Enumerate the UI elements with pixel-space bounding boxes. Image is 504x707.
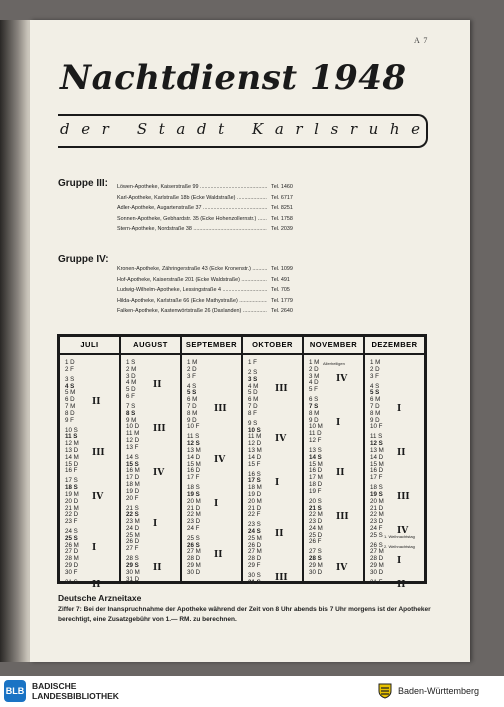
- day-list: [309, 360, 323, 577]
- calendar-day: 18 S: [187, 484, 200, 492]
- calendar-day: 1 S: [126, 359, 136, 366]
- calendar-day: 9 D: [370, 416, 380, 424]
- calendar-day: 19 S: [370, 490, 383, 498]
- calendar-day: 23 F: [65, 518, 78, 526]
- calendar-day: 26 D: [126, 538, 140, 546]
- duty-group-label: I: [397, 556, 402, 567]
- blb-name: [32, 681, 119, 701]
- bw-name: Baden-Württemberg: [398, 686, 480, 696]
- duty-group-label: II: [275, 529, 284, 540]
- calendar-day: 5 S: [187, 389, 197, 397]
- pharmacy-name: Hilda-Apotheke, Karlstraße 66 (Ecke Mathystraße) .....: [117, 296, 267, 307]
- calendar-day: 23 D: [309, 518, 323, 526]
- calendar-day: 31 S: [65, 578, 78, 586]
- calendar-day: 4 D: [309, 379, 319, 387]
- calendar-day: 16 S: [248, 470, 261, 478]
- day-list: [370, 360, 384, 587]
- calendar-day: 18 M: [126, 480, 140, 488]
- calendar-day: 21 M: [65, 504, 79, 512]
- duty-group-label: III: [214, 404, 227, 414]
- calendar-day: 12 S: [370, 440, 383, 448]
- pharmacy-name: Löwen-Apotheke, Kaiserstraße 99 .....: [117, 182, 267, 193]
- calendar-day: 9 F: [65, 416, 74, 424]
- calendar-day: 13 S: [309, 446, 322, 454]
- calendar-day: 28 D: [248, 555, 262, 563]
- pharmacy-row: [117, 285, 293, 296]
- calendar-day: 20 F: [126, 494, 139, 502]
- duty-group-label: II: [397, 580, 406, 590]
- calendar-day: 29 M: [370, 562, 384, 570]
- calendar-day: 2 F: [65, 365, 74, 373]
- calendar-day: 31 D: [126, 575, 140, 583]
- calendar-day: 10 F: [187, 423, 200, 431]
- calendar-day: 8 M: [309, 409, 320, 417]
- calendar-day: 25 M: [126, 531, 140, 539]
- calendar-day: 6 D: [65, 396, 75, 404]
- duty-group-label: IV: [397, 526, 409, 536]
- calendar-day: 27 F: [126, 545, 139, 553]
- duty-group-label: I: [275, 478, 280, 489]
- calendar-day: 13 D: [65, 446, 79, 454]
- duty-group-label: III: [92, 448, 105, 458]
- calendar-day: 20 S: [309, 497, 322, 505]
- calendar-day: 20 M: [370, 497, 384, 505]
- holiday-note: 2. Weihnachtstag: [384, 543, 415, 549]
- calendar-day: 19 D: [248, 490, 262, 498]
- month-header: OKTOBER: [243, 337, 302, 355]
- calendar-day: 28 S: [309, 555, 322, 563]
- duty-group-label: I: [336, 417, 341, 428]
- calendar-day: 2 D: [309, 365, 319, 373]
- calendar-day: 20 D: [65, 497, 79, 505]
- duty-group-label: I: [397, 404, 402, 414]
- calendar-day: 7 S: [126, 402, 136, 410]
- holiday-note: Allerheiligen: [323, 361, 345, 366]
- calendar-day: 23 D: [187, 518, 201, 526]
- calendar-day: 22 M: [370, 511, 384, 519]
- calendar-day: 11 M: [126, 430, 140, 438]
- duty-group-label: III: [275, 383, 288, 394]
- duty-group-label: II: [153, 563, 162, 574]
- group-heading: Gruppe III:: [58, 178, 108, 189]
- calendar-day: 17 S: [65, 477, 78, 485]
- calendar-day: 30 D: [370, 568, 384, 576]
- calendar-day: 21 S: [126, 504, 139, 512]
- calendar-day: 27 M: [370, 548, 384, 556]
- month-header: NOVEMBER: [304, 337, 363, 355]
- calendar-day: 18 S: [65, 484, 78, 492]
- pharmacy-row: [117, 306, 293, 317]
- duty-group-label: III: [336, 512, 349, 523]
- calendar-day: 18 M: [248, 484, 262, 492]
- calendar-day: 6 M: [370, 396, 381, 404]
- pharmacy-list: [117, 182, 293, 235]
- month-column: [304, 337, 365, 581]
- duty-group-label: II: [92, 580, 101, 590]
- calendar-day: 22 F: [248, 511, 261, 519]
- pharmacy-row: [117, 296, 293, 307]
- calendar-day: 25 M: [248, 534, 262, 542]
- duty-group-label: II: [153, 380, 162, 391]
- group-heading: Gruppe IV:: [58, 254, 109, 265]
- duty-group-label: II: [397, 448, 406, 458]
- footer-text: Ziffer 7: Bei der Inanspruchnahme der Apotheke während der Zeit von 8 Uhr abends bis 7 Uhr morgens ist der Apotheker berechtigt, eine Zusatzgebühr von 1.— RM. zu berechnen.: [58, 606, 431, 623]
- pharmacy-list: [117, 264, 293, 317]
- calendar-day: 15 D: [65, 460, 79, 468]
- calendar-day: 17 D: [126, 474, 140, 482]
- calendar-day: 22 D: [65, 511, 79, 519]
- calendar-day: 15 M: [187, 460, 201, 468]
- calendar-day: 29 M: [309, 562, 323, 570]
- day-list: [187, 360, 201, 577]
- calendar-day: 19 M: [65, 490, 79, 498]
- calendar-day: 24 S: [65, 528, 78, 536]
- pharmacy-name: Hof-Apotheke, Kaiserstraße 201 (Ecke Waldstraße) .....: [117, 275, 267, 286]
- calendar-day: 21 D: [370, 504, 384, 512]
- duty-group-label: III: [275, 573, 288, 584]
- calendar-day: 24 F: [187, 524, 200, 532]
- page-subtitle: der Stadt Karlsruhe: [60, 120, 432, 138]
- bw-crest-icon: [378, 683, 392, 699]
- calendar-day: 29 M: [187, 562, 201, 570]
- pharmacy-row: [117, 193, 293, 204]
- calendar-day: 29 F: [248, 562, 261, 570]
- calendar-day: 23 S: [248, 521, 261, 529]
- calendar-day: 9 S: [248, 419, 258, 427]
- calendar-day: 16 D: [309, 467, 323, 475]
- month-column: [365, 337, 424, 590]
- calendar-day: 12 M: [65, 440, 79, 448]
- calendar-day: 16 F: [65, 467, 78, 475]
- calendar-day: 29 D: [65, 562, 79, 570]
- duty-group-label: IV: [336, 563, 348, 574]
- calendar-day: 10 M: [309, 423, 323, 431]
- month-column: [182, 337, 243, 581]
- pharmacy-name: Kronen-Apotheke, Zähringerstraße 43 (Ecke Kronenstr.) .....: [117, 264, 267, 275]
- calendar-day: 4 M: [126, 379, 137, 387]
- calendar-day: 25 S: [370, 531, 383, 539]
- calendar-day: 8 F: [248, 409, 257, 417]
- calendar-day: 6 S: [309, 396, 319, 404]
- calendar-day: 27 M: [187, 548, 201, 556]
- month-column: [60, 337, 121, 590]
- calendar-day: 5 S: [370, 389, 380, 397]
- calendar-day: 2 S: [248, 368, 258, 376]
- calendar-day: 6 M: [187, 396, 198, 404]
- pharmacy-tel: Tel. 705: [271, 287, 290, 294]
- calendar-day: 5 D: [248, 389, 258, 397]
- calendar-day: 14 S: [309, 453, 322, 461]
- calendar-day: 26 F: [309, 538, 322, 546]
- calendar-day: 7 D: [370, 402, 380, 410]
- blb-line2: LANDESBIBLIOTHEK: [32, 691, 119, 701]
- calendar-day: 15 S: [126, 460, 139, 468]
- calendar-day: 28 D: [370, 555, 384, 563]
- calendar-day: 12 D: [248, 440, 262, 448]
- pharmacy-name: Falken-Apotheke, Kastenwörtstraße 26 (Daxlanden) .....: [117, 306, 267, 317]
- calendar-day: 28 S: [126, 555, 139, 563]
- calendar-day: 12 S: [187, 440, 200, 448]
- calendar-day: 26 S: [187, 541, 200, 549]
- calendar-day: 5 F: [309, 386, 318, 394]
- calendar-day: 12 F: [309, 436, 322, 444]
- calendar-day: 30 D: [309, 568, 323, 576]
- pharmacy-row: [117, 275, 293, 286]
- calendar-day: 21 D: [248, 504, 262, 512]
- calendar-day: 2 D: [187, 365, 197, 373]
- pharmacy-row: [117, 203, 293, 214]
- calendar-day: 19 S: [187, 490, 200, 498]
- calendar-day: 15 F: [248, 460, 261, 468]
- calendar-day: 26 S: [370, 541, 383, 549]
- pharmacy-row: [117, 182, 293, 193]
- pharmacy-name: Stern-Apotheke, Nordstraße 38 .....: [117, 224, 267, 235]
- calendar-day: 19 F: [309, 487, 322, 495]
- calendar-day: 3 M: [309, 372, 320, 380]
- calendar-day: 21 D: [187, 504, 201, 512]
- duty-group-label: III: [397, 492, 410, 502]
- calendar-day: 10 S: [65, 426, 78, 434]
- calendar-day: 14 D: [370, 453, 384, 461]
- footer-title: Deutsche Arzneitaxe: [58, 593, 142, 603]
- calendar-day: 18 S: [370, 484, 383, 492]
- page-number: A 7: [414, 36, 429, 45]
- calendar-day: 24 F: [370, 524, 383, 532]
- calendar-day: 26 M: [65, 541, 79, 549]
- duty-group-label: IV: [275, 434, 287, 445]
- duty-group-label: II: [214, 549, 223, 560]
- calendar-day: 1 M: [370, 359, 381, 366]
- book-spine: [0, 20, 30, 662]
- calendar-day: 30 F: [65, 568, 78, 576]
- calendar-day: 27 D: [65, 548, 79, 556]
- calendar-day: 1 M: [187, 359, 198, 366]
- month-header: DEZEMBER: [365, 337, 424, 355]
- calendar-day: 28 D: [187, 555, 201, 563]
- calendar-day: 8 D: [65, 409, 75, 417]
- day-list: [248, 360, 262, 587]
- calendar-day: 13 M: [248, 446, 262, 454]
- calendar-day: 2 D: [370, 365, 380, 373]
- blb-line1: BADISCHE: [32, 681, 77, 691]
- calendar-day: 10 F: [370, 423, 383, 431]
- calendar-day: 24 D: [126, 524, 140, 532]
- pharmacy-row: [117, 214, 293, 225]
- pharmacy-tel: Tel. 6717: [271, 194, 293, 201]
- day-list: [126, 360, 140, 583]
- pharmacy-tel: Tel. 491: [271, 276, 290, 283]
- calendar-day: 17 M: [309, 474, 323, 482]
- calendar-day: 5 D: [126, 386, 136, 394]
- month-header: SEPTEMBER: [182, 337, 241, 355]
- calendar-day: 1 D: [65, 359, 75, 366]
- calendar-day: 14 S: [126, 453, 139, 461]
- calendar-day: 3 S: [65, 375, 75, 383]
- calendar-day: 16 M: [126, 467, 140, 475]
- calendar-day: 11 S: [370, 433, 383, 441]
- calendar-day: 20 M: [248, 497, 262, 505]
- month-header: AUGUST: [121, 337, 180, 355]
- calendar-day: 6 M: [248, 396, 259, 404]
- duty-group-label: I: [214, 498, 219, 509]
- calendar-day: 15 M: [370, 460, 384, 468]
- calendar-day: 13 M: [370, 446, 384, 454]
- calendar-day: 23 D: [370, 518, 384, 526]
- duty-group-label: IV: [214, 454, 226, 465]
- blb-logo: BLB: [4, 680, 26, 702]
- duty-group-label: III: [153, 424, 166, 435]
- calendar-day: 11 S: [187, 433, 200, 441]
- calendar-day: 3 D: [126, 372, 136, 380]
- calendar-day: 3 F: [370, 372, 379, 380]
- duty-group-label: II: [92, 397, 101, 408]
- duty-group-label: I: [92, 542, 97, 553]
- calendar-day: 9 M: [126, 416, 137, 424]
- pharmacy-row: [117, 264, 293, 275]
- calendar-day: 27 S: [309, 548, 322, 556]
- month-header: JULI: [60, 337, 119, 355]
- pharmacy-row: [117, 224, 293, 235]
- night-duty-calendar: [57, 334, 427, 590]
- calendar-day: 7 D: [248, 402, 258, 410]
- calendar-day: 4 M: [248, 382, 259, 390]
- calendar-day: 14 M: [65, 453, 79, 461]
- calendar-day: 3 F: [187, 372, 196, 380]
- calendar-day: 7 M: [65, 402, 76, 410]
- pharmacy-name: Adler-Apotheke, Augartenstraße 37 .....: [117, 203, 267, 214]
- calendar-day: 10 D: [126, 423, 140, 431]
- calendar-day: 20 M: [187, 497, 201, 505]
- calendar-day: 30 M: [126, 568, 140, 576]
- pharmacy-tel: Tel. 2640: [271, 308, 293, 315]
- calendar-day: 9 D: [187, 416, 197, 424]
- calendar-day: 8 M: [187, 409, 198, 417]
- calendar-day: 17 S: [248, 477, 261, 485]
- calendar-day: 16 D: [187, 467, 201, 475]
- calendar-day: 17 F: [187, 474, 200, 482]
- pharmacy-tel: Tel. 1779: [271, 297, 293, 304]
- calendar-day: 25 S: [65, 534, 78, 542]
- calendar-day: 4 S: [187, 382, 197, 390]
- pharmacy-name: Sonnen-Apotheke, Gebhardstr. 35 (Ecke Hohenzollernstr.) .....: [117, 214, 267, 225]
- calendar-day: 22 M: [309, 511, 323, 519]
- calendar-day: 26 D: [248, 541, 262, 549]
- calendar-day: 13 M: [187, 446, 201, 454]
- calendar-day: 1 M: [309, 359, 320, 366]
- calendar-day: 19 D: [126, 487, 140, 495]
- pharmacy-tel: Tel. 2039: [271, 226, 293, 233]
- duty-group-label: IV: [336, 373, 348, 384]
- calendar-day: 7 D: [187, 402, 197, 410]
- duty-group-label: II: [336, 468, 345, 479]
- calendar-day: 28 M: [65, 555, 79, 563]
- calendar-day: 14 D: [248, 453, 262, 461]
- calendar-day: 4 S: [65, 382, 75, 390]
- calendar-day: 15 M: [309, 460, 323, 468]
- calendar-day: 11 M: [248, 433, 262, 441]
- pharmacy-tel: Tel. 1460: [271, 184, 293, 190]
- pharmacy-name: Ludwig-Wilhelm-Apotheke, Lessingstraße 4 .....: [117, 285, 267, 296]
- calendar-day: 22 M: [187, 511, 201, 519]
- duty-group-label: IV: [153, 468, 165, 479]
- calendar-day: 16 D: [370, 467, 384, 475]
- pharmacy-tel: Tel. 1758: [271, 215, 293, 222]
- calendar-day: 5 M: [65, 389, 76, 397]
- page-title: Nachtdienst 1948: [60, 58, 407, 98]
- pharmacy-tel: Tel. 8251: [271, 205, 293, 212]
- calendar-day: 25 D: [309, 531, 323, 539]
- calendar-day: 6 F: [126, 392, 135, 400]
- calendar-day: 12 D: [126, 436, 140, 444]
- month-column: [243, 337, 304, 586]
- calendar-day: 22 S: [126, 511, 139, 519]
- calendar-day: 8 M: [370, 409, 381, 417]
- calendar-day: 30 D: [187, 568, 201, 576]
- pharmacy-tel: Tel. 1099: [271, 266, 293, 272]
- calendar-day: 13 F: [126, 443, 139, 451]
- calendar-day: 7 S: [309, 402, 319, 410]
- calendar-day: 4 S: [370, 382, 380, 390]
- calendar-day: 9 D: [309, 416, 319, 424]
- month-column: [121, 337, 182, 581]
- calendar-day: 21 S: [309, 504, 322, 512]
- pharmacy-name: Karl-Apotheke, Karlstraße 18b (Ecke Waldstraße) .....: [117, 193, 267, 204]
- calendar-day: 2 M: [126, 365, 137, 373]
- duty-group-label: IV: [92, 492, 104, 502]
- calendar-day: 24 S: [248, 528, 261, 536]
- calendar-day: 17 F: [370, 474, 383, 482]
- calendar-day: 10 S: [248, 426, 261, 434]
- calendar-day: 11 S: [65, 433, 78, 441]
- calendar-day: 29 S: [126, 562, 139, 570]
- calendar-day: 11 D: [309, 430, 322, 438]
- holiday-note: 1. Weihnachtstag: [384, 533, 415, 539]
- calendar-day: 23 M: [126, 518, 140, 526]
- calendar-day: 24 M: [309, 524, 323, 532]
- duty-group-label: I: [153, 519, 158, 530]
- calendar-day: 8 S: [126, 409, 136, 417]
- calendar-day: 14 D: [187, 453, 201, 461]
- calendar-day: 25 S: [187, 534, 200, 542]
- calendar-day: 31 F: [370, 578, 383, 586]
- calendar-day: 3 S: [248, 375, 258, 383]
- calendar-day: 1 F: [248, 359, 257, 366]
- calendar-day: 31 S: [248, 578, 261, 586]
- calendar-day: 27 M: [248, 548, 262, 556]
- calendar-day: 30 S: [248, 572, 261, 580]
- calendar-day: 18 D: [309, 480, 323, 488]
- day-list: [65, 360, 79, 587]
